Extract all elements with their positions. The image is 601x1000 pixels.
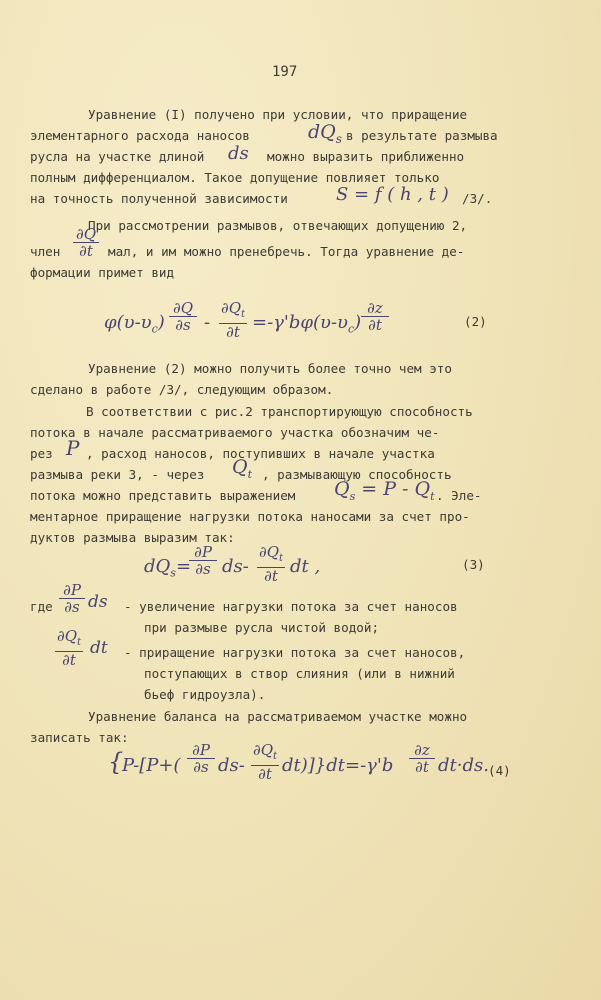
def1-line2: при размыве русла чистой водой; — [144, 620, 380, 635]
p3-line1: Уравнение (2) можно получить более точно чем это — [88, 361, 452, 376]
eq3-left: $dQ_s=$ — [144, 556, 192, 580]
eq2-right: $=-\gamma'b\varphi(\upsilon-\upsilon_c)$ — [252, 312, 362, 336]
eq3-number: (3) — [462, 557, 485, 572]
p5-line1: Уравнение баланса на рассматриваемом участке можно — [88, 709, 468, 724]
p2-line2a: член — [30, 244, 61, 259]
def2-line1: - приращение нагрузки потока за счет наносов, — [124, 645, 466, 660]
defs-where: где — [30, 599, 53, 614]
def2-dt: dt — [90, 638, 108, 658]
eq4-number: (4) — [488, 763, 511, 778]
p4-line4b: , размывающую способность — [262, 467, 452, 482]
p4-line2: потока в начале рассматриваемого участка обозначим че- — [30, 425, 440, 440]
p4-line5a: потока можно представить выражением — [30, 488, 296, 503]
p1-line3a: русла на участке длиной — [30, 149, 205, 164]
def2-frac: $\partial Q_t$ ∂t — [56, 627, 82, 669]
eq4-part3: dt)]}dt=-γ'b — [282, 755, 394, 776]
p2-line1: При рассмотрении размывов, отвечающих допущению 2, — [88, 218, 468, 233]
def1-frac: ∂P ∂s — [58, 582, 86, 615]
handwritten-Qt: $Q_t$ — [232, 456, 252, 481]
eq4-part1: P-[P+( — [122, 755, 181, 776]
eq2-frac2: $\partial Q_t$ ∂t — [220, 299, 246, 341]
eq3-right: dt , — [290, 556, 321, 577]
fraction-dQt-dt: ∂Q ∂t — [72, 226, 100, 259]
p5-line2: записать так: — [30, 730, 129, 745]
eq4-part4: dt·ds. — [438, 755, 489, 776]
eq4-part2: ds- — [218, 755, 245, 776]
eq2-frac1: ∂Q ∂s — [168, 300, 198, 333]
p3-line2: сделано в работе /3/, следующим образом. — [30, 382, 334, 397]
p4-line3a: рез — [30, 446, 53, 461]
p2-line2b: мал, и им можно пренебречь. Тогда уравнение де- — [108, 244, 465, 259]
p1-line4: полным дифференциалом. Такое допущение повлияет только — [30, 170, 440, 185]
p1-line2a: элементарного расхода наносов — [30, 128, 250, 143]
p1-line3b: можно выразить приближенно — [267, 149, 465, 164]
eq4-frac1: ∂P ∂s — [186, 742, 216, 775]
handwritten-dQs: $dQ_s$ — [308, 121, 342, 146]
def1-line1: - увеличение нагрузки потока за счет наносов — [124, 599, 458, 614]
p4-line7: дуктов размыва выразим так: — [30, 530, 235, 545]
p4-line3b: , расход наносов, поступивших в начале участка — [86, 446, 435, 461]
eq2-number: (2) — [464, 314, 487, 329]
eq4-brace-open: { — [108, 748, 124, 776]
eq4-frac2: $\partial Q_t$ ∂t — [252, 741, 278, 783]
handwritten-s-fht: S = f ( h , t ) — [336, 184, 449, 205]
p4-line6: ментарное приращение нагрузки потока наносами за счет про- — [30, 509, 470, 524]
def1-ds: ds — [88, 592, 108, 612]
p1-line5a: на точность полученной зависимости — [30, 191, 288, 206]
p2-line3: формации примет вид — [30, 265, 175, 280]
eq2-frac3: ∂z ∂t — [360, 300, 390, 333]
def2-line3: бьеф гидроузла). — [144, 687, 266, 702]
page-number: 197 — [272, 64, 298, 80]
def2-line2: поступающих в створ слияния (или в нижний — [144, 666, 455, 681]
p1-line2b: в результате размыва — [346, 128, 498, 143]
p1-line5b: /3/. — [462, 191, 493, 206]
handwritten-Qs-eq: $Q_s = P - Q_t$ — [334, 478, 435, 503]
p4-line1: В соответствии с рис.2 транспортирующую способность — [86, 404, 473, 419]
p4-line4a: размыва реки 3, - через — [30, 467, 205, 482]
eq3-frac1: ∂P ∂s — [188, 544, 218, 577]
p4-line5b: . Эле- — [436, 488, 482, 503]
eq4-frac3: ∂z ∂t — [408, 742, 436, 775]
handwritten-ds: ds — [228, 143, 249, 164]
eq3-frac2: $\partial Q_t$ ∂t — [258, 543, 284, 585]
eq3-mid: ds- — [222, 556, 249, 577]
eq2-left: $\varphi(\upsilon-\upsilon_c)$ — [104, 312, 165, 336]
p1-line1: Уравнение (I) получено при условии, что приращение — [88, 107, 468, 122]
eq2-minus: - — [204, 312, 211, 333]
handwritten-P: P — [66, 436, 80, 460]
